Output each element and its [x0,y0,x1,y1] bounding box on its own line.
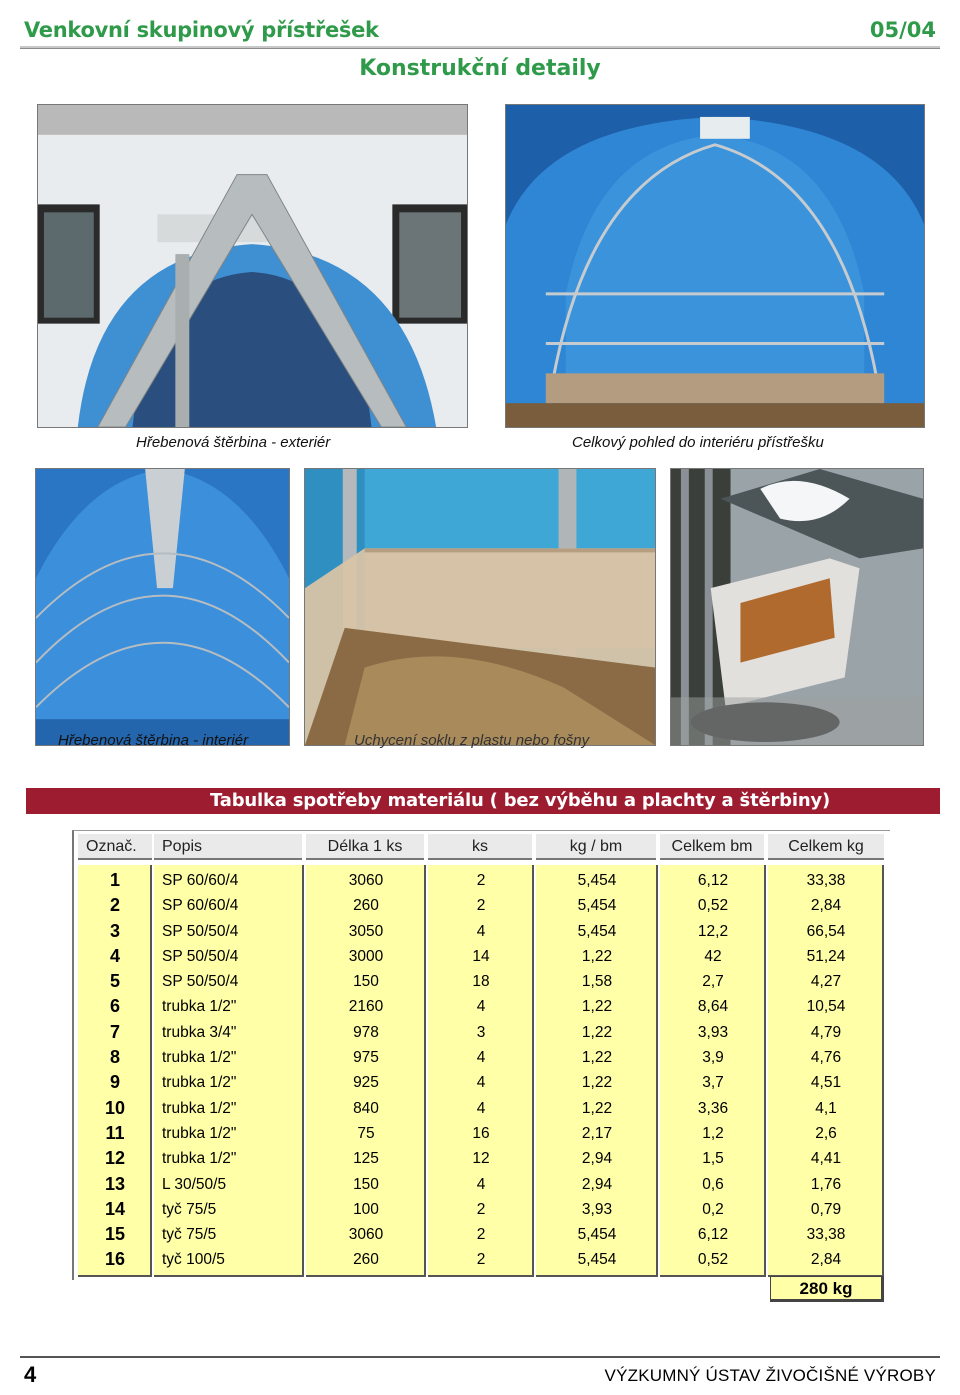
row-id: 3 [109,920,120,941]
row-description: trubka 1/2" [162,998,237,1016]
row-total-m: 3,7 [702,1074,724,1092]
row-description: tyč 100/5 [162,1251,225,1269]
row-id: 6 [109,996,120,1017]
row-count: 16 [472,1124,490,1142]
row-length: 3000 [348,947,384,965]
col-header-length: Délka 1 ks [306,834,424,860]
row-description: SP 50/50/4 [162,922,239,940]
row-kg-per-m: 5,454 [577,897,617,915]
row-total-kg: 2,84 [810,1251,842,1269]
row-length: 100 [353,1200,379,1218]
row-total-m: 42 [704,947,722,965]
row-count: 4 [476,1074,486,1092]
photo-ridge-slot-interior [35,468,290,746]
row-description: trubka 1/2" [162,1150,237,1168]
table-row [78,919,884,944]
table-row [78,893,884,918]
row-kg-per-m: 5,454 [577,872,617,889]
photo-interior-overview [505,104,925,428]
row-kg-per-m: 3,93 [581,1200,613,1218]
row-count: 2 [476,1226,486,1244]
row-kg-per-m: 1,58 [581,973,613,991]
table-row [78,1070,884,1095]
document-title: Venkovní skupinový přístřešek [24,18,379,42]
row-description: trubka 1/2" [162,1124,237,1142]
table-row [78,1121,884,1146]
row-total-kg: 4,76 [810,1049,842,1067]
row-description: trubka 3/4" [162,1023,237,1041]
row-kg-per-m: 2,94 [581,1175,613,1193]
row-total-m: 12,2 [697,922,729,940]
row-total-kg: 0,79 [810,1200,842,1218]
row-id: 2 [109,895,120,916]
row-total-m: 0,52 [697,897,729,915]
row-count: 4 [476,1049,486,1067]
row-length: 840 [353,1099,379,1117]
row-length: 978 [353,1023,379,1041]
table-row [78,1045,884,1070]
photo-base-fixing [304,468,656,746]
footer-divider [20,1356,940,1358]
row-length: 150 [353,1175,379,1193]
row-count: 4 [476,1099,486,1117]
row-count: 3 [476,1023,486,1041]
row-id: 12 [104,1148,126,1169]
header-divider [20,46,940,49]
row-total-m: 1,2 [702,1124,724,1142]
col-header-description: Popis [154,834,302,860]
row-count: 4 [476,922,486,940]
row-kg-per-m: 2,17 [581,1124,613,1142]
row-total-m: 3,36 [697,1099,729,1117]
row-kg-per-m: 1,22 [581,1023,613,1041]
row-length: 3060 [348,1226,384,1244]
row-total-kg: 33,38 [806,872,846,889]
row-id: 16 [104,1249,126,1270]
row-id: 1 [109,870,120,890]
photo-caption: Uchycení soklu z plastu nebo fošny [354,732,590,749]
row-kg-per-m: 1,22 [581,1049,613,1067]
row-total-m: 6,12 [697,1226,729,1244]
table-row [78,994,884,1019]
row-total-kg: 4,41 [810,1150,842,1168]
row-length: 3060 [348,872,384,889]
row-total-kg: 4,1 [815,1099,837,1117]
photo-caption: Celkový pohled do interiéru přístřešku [572,434,824,451]
photo-ridge-slot-exterior [37,104,468,428]
row-id: 11 [105,1122,125,1143]
row-count: 4 [476,1175,486,1193]
row-description: trubka 1/2" [162,1049,237,1067]
table-row [78,1096,884,1121]
row-description: SP 50/50/4 [162,973,239,991]
row-id: 14 [104,1198,126,1219]
table-row [78,1172,884,1197]
row-description: tyč 75/5 [162,1200,217,1218]
row-length: 2160 [348,998,384,1016]
row-total-kg: 4,27 [810,973,842,991]
row-total-kg: 51,24 [806,947,846,965]
row-count: 2 [476,1251,486,1269]
row-count: 2 [476,1200,486,1218]
row-total-m: 2,7 [702,973,724,991]
section-title: Konstrukční detaily [359,56,601,81]
row-total-m: 8,64 [697,998,729,1016]
table-title-banner [26,788,940,814]
row-total-kg: 10,54 [806,998,846,1016]
row-description: trubka 1/2" [162,1099,237,1117]
row-count: 4 [476,998,486,1016]
row-length: 3050 [348,922,384,940]
row-id: 5 [109,971,120,992]
row-kg-per-m: 2,94 [581,1150,613,1168]
table-row [78,1020,884,1045]
row-description: L 30/50/5 [162,1175,227,1193]
row-description: SP 60/60/4 [162,872,239,889]
row-total-kg: 33,38 [806,1226,846,1244]
row-kg-per-m: 5,454 [577,922,617,940]
row-length: 925 [353,1074,379,1092]
row-length: 125 [353,1150,379,1168]
row-total-kg: 66,54 [806,922,846,940]
col-header-id: Označ. [78,834,152,860]
table-row [78,1247,884,1272]
row-kg-per-m: 1,22 [581,1099,613,1117]
row-count: 18 [472,973,490,991]
row-description: tyč 75/5 [162,1226,217,1244]
table-row [78,969,884,994]
row-total-kg: 4,51 [810,1074,842,1092]
row-id: 10 [104,1097,126,1118]
row-description: SP 60/60/4 [162,897,239,915]
col-header-kg-per-m: kg / bm [536,834,656,860]
row-id: 15 [104,1224,126,1245]
table-title: Tabulka spotřeby materiálu ( bez výběhu a plachty a štěrbiny) [210,790,830,811]
row-count: 2 [476,872,486,889]
row-length: 150 [353,973,379,991]
row-id: 4 [109,945,120,966]
row-total-kg: 2,84 [810,897,842,915]
col-header-total-m: Celkem bm [660,834,764,860]
row-total-kg: 4,79 [810,1023,842,1041]
row-description: SP 50/50/4 [162,947,239,965]
row-total-m: 3,9 [702,1049,724,1067]
row-length: 75 [357,1124,375,1142]
row-kg-per-m: 1,22 [581,1074,613,1092]
row-id: 13 [104,1173,126,1194]
row-total-m: 6,12 [697,872,729,889]
row-kg-per-m: 5,454 [577,1226,617,1244]
table-body [78,868,884,1273]
table-row [78,944,884,969]
row-total-m: 1,5 [702,1150,724,1168]
row-count: 14 [472,947,490,965]
row-length: 260 [353,897,379,915]
row-count: 12 [472,1150,490,1168]
row-total-kg: 1,76 [810,1175,842,1193]
document-code: 05/04 [869,18,936,42]
col-header-count: ks [428,834,532,860]
table-row [78,868,884,893]
row-total-m: 0,2 [702,1200,724,1218]
photo-caption: Hřebenová štěrbina - interiér [58,732,249,749]
row-count: 2 [476,897,486,915]
table-row [78,1222,884,1247]
table-row [78,1146,884,1171]
col-header-total-kg: Celkem kg [768,834,884,860]
photo-feeder [670,468,924,746]
footer-organization: VÝZKUMNÝ ÚSTAV ŽIVOČIŠNÉ VÝROBY [604,1366,936,1385]
row-length: 975 [353,1049,379,1067]
row-description: trubka 1/2" [162,1074,237,1092]
row-id: 8 [109,1047,120,1068]
table-row [78,1197,884,1222]
row-total-m: 0,6 [702,1175,724,1193]
row-total-m: 0,52 [697,1251,729,1269]
photo-caption: Hřebenová štěrbina - exteriér [136,434,331,451]
row-total-kg: 2,6 [815,1124,837,1142]
row-total-m: 3,93 [697,1023,729,1041]
page-number: 4 [24,1362,37,1387]
row-kg-per-m: 1,22 [581,998,613,1016]
row-length: 260 [353,1251,379,1269]
row-kg-per-m: 1,22 [581,947,613,965]
row-kg-per-m: 5,454 [577,1251,617,1269]
total-weight: 280 kg [770,1276,884,1302]
table-header-row [78,834,884,862]
row-id: 7 [109,1021,120,1042]
row-id: 9 [109,1072,120,1093]
